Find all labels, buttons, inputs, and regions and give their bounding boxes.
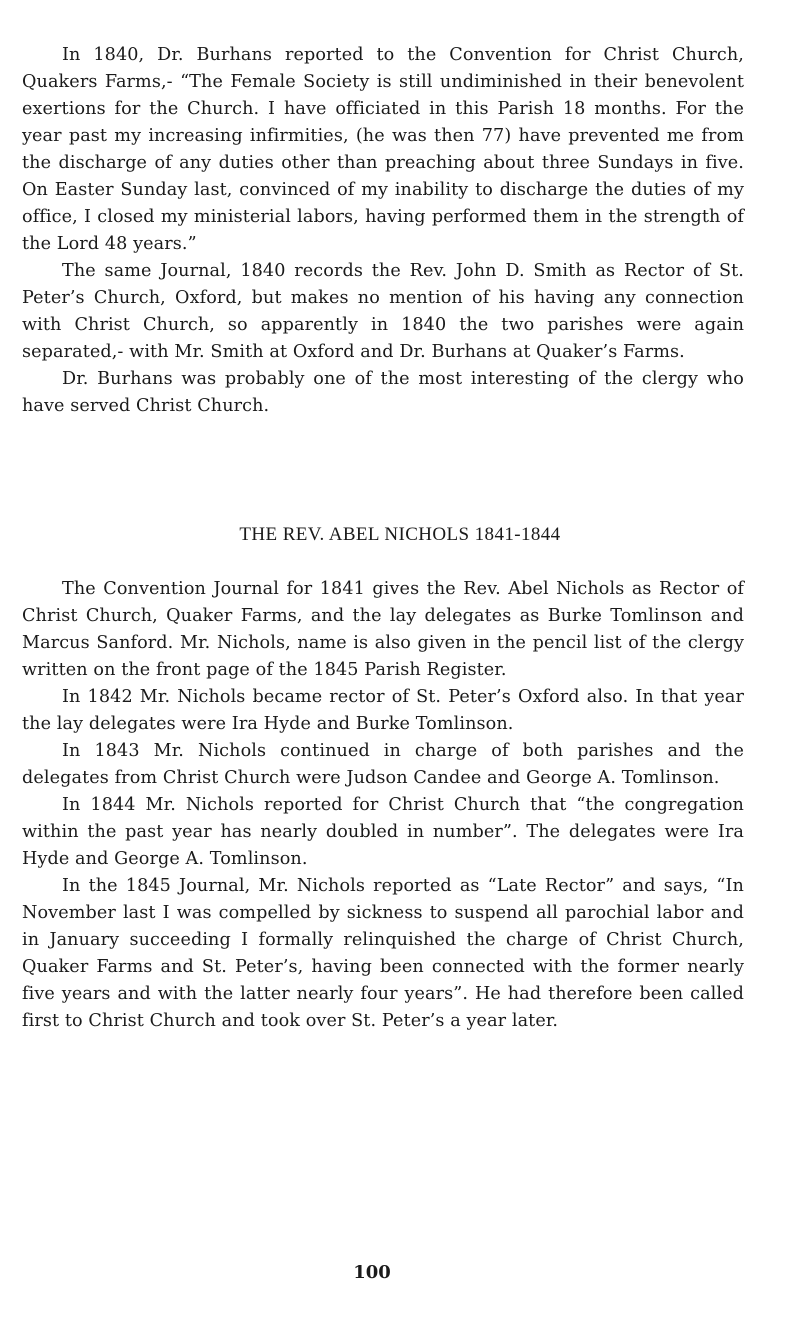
section-heading: THE REV. ABEL NICHOLS 1841-1844 bbox=[239, 524, 561, 545]
paragraph: In 1843 Mr. Nichols continued in charge of both parishes and the delegates from Christ Church were Judson Candee and George A. Tomlinson. bbox=[22, 741, 744, 788]
paragraph: In 1844 Mr. Nichols reported for Christ Church that “the congregation within the past year has nearly doubled in number”. The delegates were Ira Hyde and George A. Tomlinson. bbox=[22, 795, 744, 869]
section-nichols bbox=[22, 576, 744, 1035]
paragraph: In the 1845 Journal, Mr. Nichols reported as “Late Rector” and says, “In November last I was compelled by sickness to suspend all parochial labor and in January succeeding I formally relinquished the charge of Christ Church, Quaker Farms and St. Peter’s, having been connected with the former nearly five years and with the latter nearly four years”. He had therefore been called first to Christ Church and took over St. Peter’s a year later. bbox=[22, 876, 744, 1031]
section-burhans bbox=[22, 42, 744, 420]
paragraph: In 1840, Dr. Burhans reported to the Convention for Christ Church, Quakers Farms,- “The Female Society is still undiminished in their benevolent exertions for the Church. I have officiated in this Parish 18 months. For the year past my increasing infirmities, (he was then 77) have prevented me from the discharge of any duties other than preaching about three Sundays in five. On Easter Sunday last, convinced of my inability to discharge the duties of my office, I closed my ministerial labors, having performed them in the strength of the Lord 48 years.” bbox=[22, 45, 744, 254]
paragraph: In 1842 Mr. Nichols became rector of St. Peter’s Oxford also. In that year the lay delegates were Ira Hyde and Burke Tomlinson. bbox=[22, 687, 744, 734]
paragraph: The Convention Journal for 1841 gives the Rev. Abel Nichols as Rector of Christ Church, Quaker Farms, and the lay delegates as Burke Tomlinson and Marcus Sanford. Mr. Nichols, name is also given in the pencil list of the clergy written on the front page of the 1845 Parish Register. bbox=[22, 579, 744, 680]
page-number: 100 bbox=[353, 1262, 391, 1283]
paragraph: The same Journal, 1840 records the Rev. John D. Smith as Rector of St. Peter’s Church, Oxford, but makes no mention of his having any connection with Christ Church, so apparently in 1840 the two parishes were again separated,- with Mr. Smith at Oxford and Dr. Burhans at Quaker’s Farms. bbox=[22, 261, 744, 362]
paragraph: Dr. Burhans was probably one of the most interesting of the clergy who have served Christ Church. bbox=[22, 369, 744, 416]
